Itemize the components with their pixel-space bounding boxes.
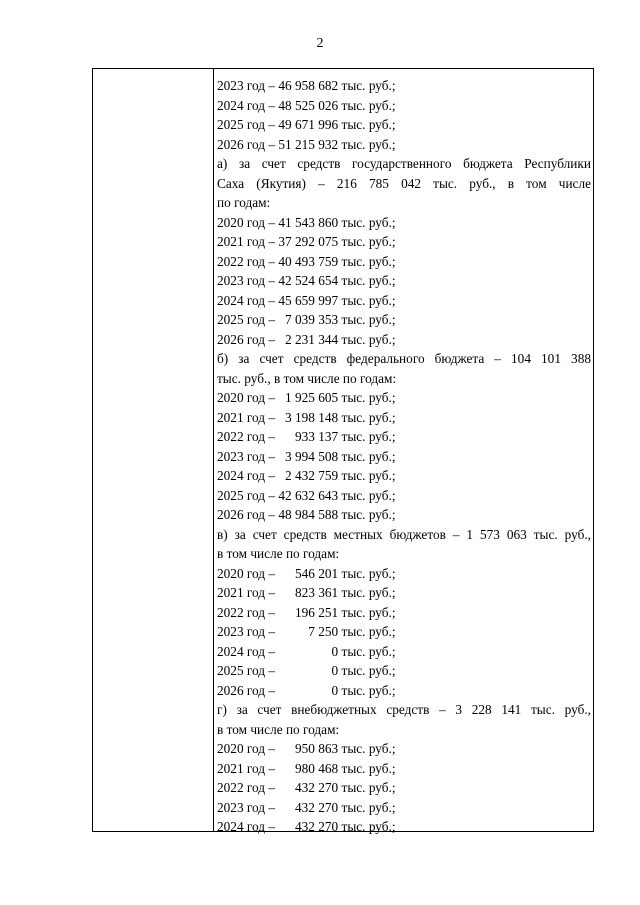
financing-table — [92, 68, 594, 832]
text-line: 2022 год – 40 493 759 тыс. руб.; — [217, 253, 396, 269]
text-line: а) за счет средств государственного бюджета Республики — [217, 156, 591, 171]
text-line: в) за счет средств местных бюджетов – 1 573 063 тыс. руб., — [217, 526, 591, 542]
text-line: в том числе по годам: — [217, 721, 340, 737]
text-line: 2025 год – 49 671 996 тыс. руб.; — [217, 117, 396, 132]
text-line: 2026 год – 51 215 932 тыс. руб.; — [217, 136, 396, 152]
text-line: 2025 год – 42 632 643 тыс. руб.; — [217, 487, 396, 503]
text-line: 2026 год – 0 тыс. руб.; — [217, 682, 396, 698]
table-right-cell — [217, 76, 591, 837]
text-line: 2023 год – 432 270 тыс. руб.; — [217, 799, 396, 815]
text-line: 2024 год – 48 525 026 тыс. руб.; — [217, 97, 396, 113]
text-line: 2024 год – 432 270 тыс. руб.; — [217, 819, 396, 834]
text-line: 2024 год – 0 тыс. руб.; — [217, 643, 396, 659]
text-line: 2024 год – 45 659 997 тыс. руб.; — [217, 292, 396, 308]
text-line: 2022 год – 196 251 тыс. руб.; — [217, 604, 396, 620]
text-line: 2024 год – 2 432 759 тыс. руб.; — [217, 468, 396, 483]
text-line: 2021 год – 37 292 075 тыс. руб.; — [217, 234, 396, 249]
text-line: тыс. руб., в том числе по годам: — [217, 370, 397, 386]
text-line: 2023 год – 7 250 тыс. руб.; — [217, 624, 396, 639]
text-line: 2020 год – 546 201 тыс. руб.; — [217, 565, 396, 581]
text-line: 2025 год – 7 039 353 тыс. руб.; — [217, 312, 396, 327]
page-number: 2 — [316, 36, 324, 51]
text-line: 2020 год – 950 863 тыс. руб.; — [217, 741, 396, 756]
text-line: 2021 год – 3 198 148 тыс. руб.; — [217, 409, 396, 425]
text-line: 2020 год – 41 543 860 тыс. руб.; — [217, 214, 396, 230]
text-line: в том числе по годам: — [217, 546, 340, 561]
text-line: 2022 год – 933 137 тыс. руб.; — [217, 429, 396, 444]
text-line: 2023 год – 3 994 508 тыс. руб.; — [217, 448, 396, 464]
text-line: 2021 год – 823 361 тыс. руб.; — [217, 585, 396, 600]
text-line: 2020 год – 1 925 605 тыс. руб.; — [217, 390, 396, 405]
text-line: 2022 год – 432 270 тыс. руб.; — [217, 780, 396, 795]
text-line: б) за счет средств федерального бюджета – 104 101 388 — [217, 351, 591, 366]
column-divider — [213, 69, 214, 831]
text-line: по годам: — [217, 195, 271, 210]
text-line: г) за счет внебюджетных средств – 3 228 141 тыс. руб., — [217, 702, 591, 717]
text-line: 2026 год – 2 231 344 тыс. руб.; — [217, 331, 396, 347]
text-line: 2026 год – 48 984 588 тыс. руб.; — [217, 507, 396, 522]
text-line: 2021 год – 980 468 тыс. руб.; — [217, 760, 396, 776]
table-left-cell — [93, 69, 213, 831]
text-line: 2023 год – 42 524 654 тыс. руб.; — [217, 273, 396, 288]
text-line: Саха (Якутия) – 216 785 042 тыс. руб., в том числе — [217, 175, 591, 191]
text-line: 2025 год – 0 тыс. руб.; — [217, 663, 396, 678]
text-line: 2023 год – 46 958 682 тыс. руб.; — [217, 78, 396, 93]
